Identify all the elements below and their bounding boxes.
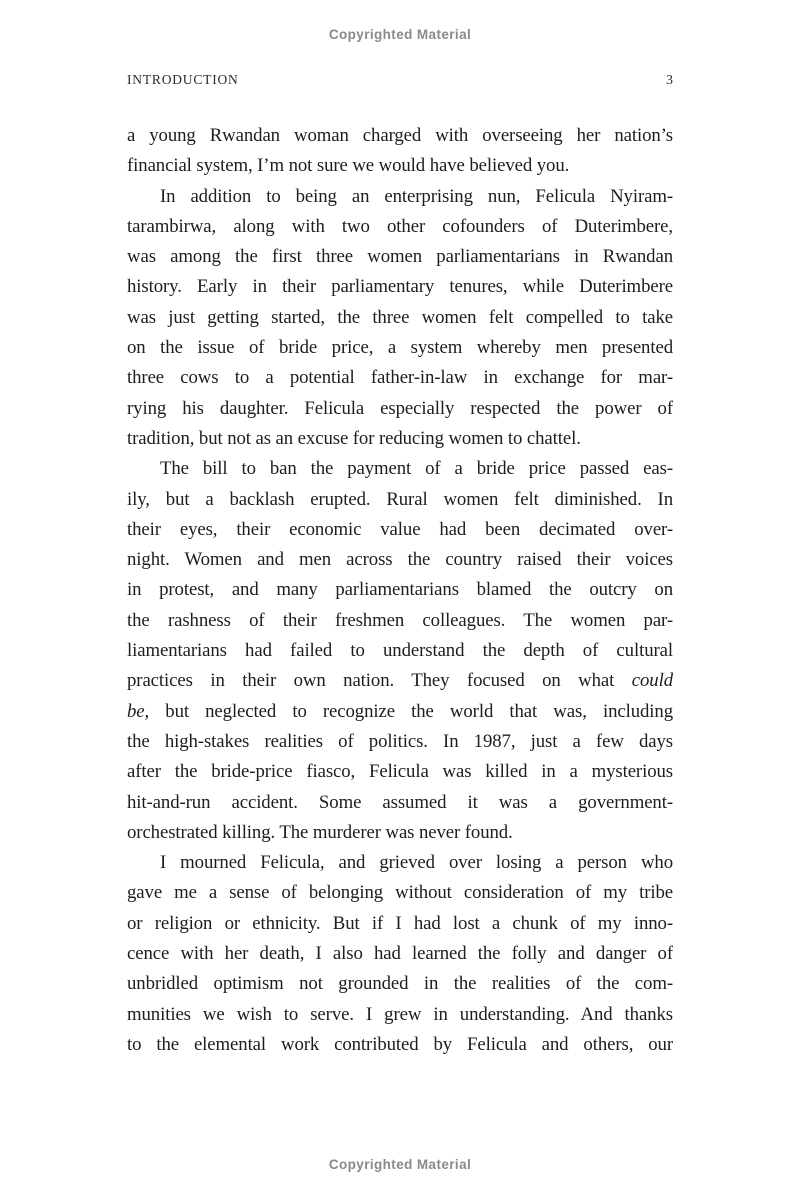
text-line: the rashness of their freshmen colleagues. The women par- bbox=[127, 609, 673, 631]
text-line: the high-stakes realities of politics. In 1987, just a few days bbox=[127, 730, 673, 752]
copyright-banner-top: Copyrighted Material bbox=[328, 27, 472, 42]
chapter-title: INTRODUCTION bbox=[127, 72, 239, 87]
text-line: rying his daughter. Felicula especially respected the power of bbox=[127, 397, 673, 419]
text-line: their eyes, their economic value had been decimated over- bbox=[127, 518, 673, 540]
text-line: practices in their own nation. They focused on what could bbox=[127, 670, 673, 692]
text-line: orchestrated killing. The murderer was never found. bbox=[127, 821, 513, 843]
text-line: was just getting started, the three women felt compelled to take bbox=[127, 306, 673, 328]
text-line: to the elemental work contributed by Felicula and others, our bbox=[127, 1033, 673, 1055]
text-line: history. Early in their parliamentary tenures, while Duterimbere bbox=[127, 276, 673, 298]
text-line: was among the first three women parliamentarians in Rwandan bbox=[127, 246, 673, 268]
text-line: on the issue of bride price, a system whereby men presented bbox=[127, 337, 673, 359]
text-line: gave me a sense of belonging without consideration of my tribe bbox=[127, 882, 673, 904]
text-line: munities we wish to serve. I grew in understanding. And thanks bbox=[127, 1003, 673, 1025]
text-line: night. Women and men across the country raised their voices bbox=[127, 549, 673, 571]
text-line: hit-and-run accident. Some assumed it was a government- bbox=[127, 791, 673, 813]
text-line: or religion or ethnicity. But if I had lost a chunk of my inno- bbox=[127, 912, 673, 934]
text-line: I mourned Felicula, and grieved over losing a person who bbox=[160, 852, 673, 874]
text-line: tarambirwa, along with two other cofounders of Duterimbere, bbox=[127, 215, 673, 237]
copyright-banner-bottom: Copyrighted Material bbox=[328, 1157, 472, 1172]
text-line: a young Rwandan woman charged with overseeing her nation’s bbox=[127, 125, 673, 146]
page-number: 3 bbox=[666, 73, 673, 88]
text-line: In addition to being an enterprising nun, Felicula Nyiram- bbox=[160, 185, 673, 207]
text-line: financial system, I’m not sure we would have believed you. bbox=[127, 155, 570, 177]
text-line: cence with her death, I also had learned the folly and danger of bbox=[127, 943, 673, 965]
text-line: tradition, but not as an excuse for reducing women to chattel. bbox=[127, 427, 581, 449]
text-line: in protest, and many parliamentarians blamed the outcry on bbox=[127, 579, 673, 601]
running-head bbox=[127, 72, 673, 89]
text-line: be, but neglected to recognize the world that was, including bbox=[127, 700, 673, 722]
text-line: unbridled optimism not grounded in the realities of the com- bbox=[127, 973, 673, 995]
text-line: The bill to ban the payment of a bride price passed eas- bbox=[160, 458, 673, 480]
page-body bbox=[127, 121, 673, 1060]
text-line: three cows to a potential father-in-law in exchange for mar- bbox=[127, 367, 673, 389]
text-line: liamentarians had failed to understand the depth of cultural bbox=[127, 640, 673, 662]
text-line: after the bride-price fiasco, Felicula was killed in a mysterious bbox=[127, 761, 673, 783]
text-line: ily, but a backlash erupted. Rural women felt diminished. In bbox=[127, 488, 673, 510]
